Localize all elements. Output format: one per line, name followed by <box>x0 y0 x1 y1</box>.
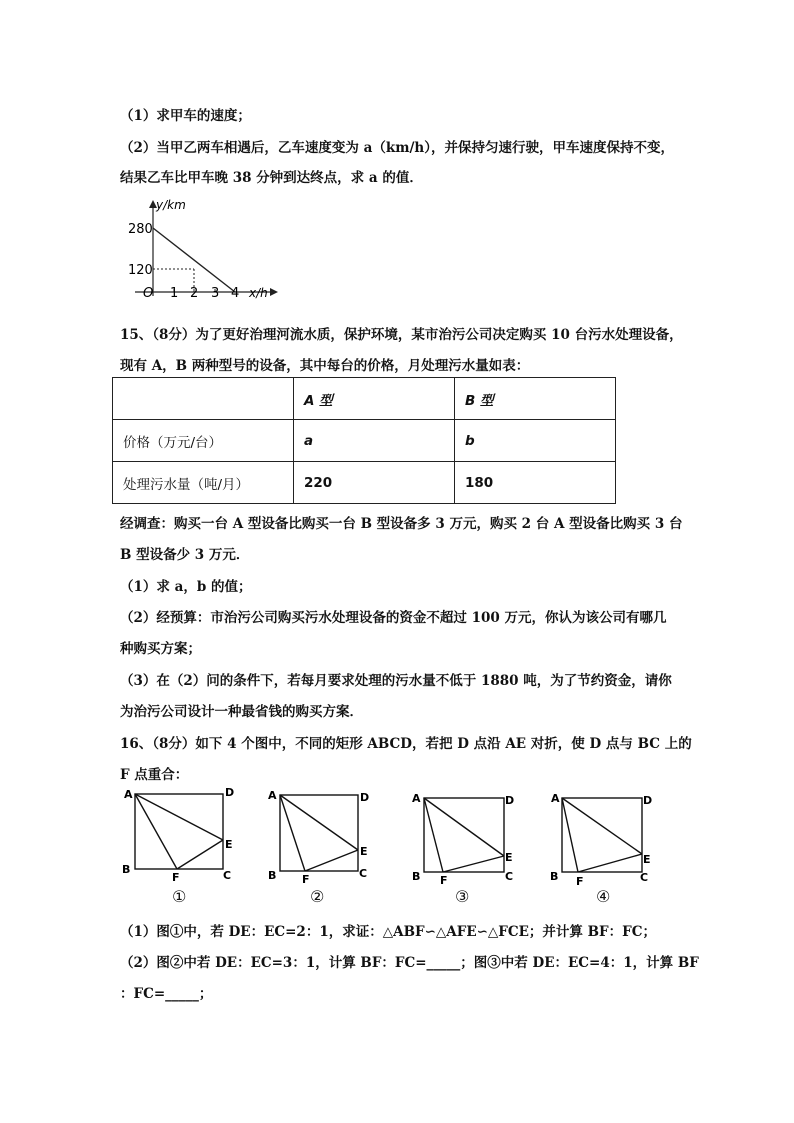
vertex-label: C <box>640 871 649 884</box>
q15-intro-line2: 现有 A，B 两种型号的设备，其中每台的价格，月处理污水量如表： <box>120 358 530 374</box>
table-cell: 220 <box>294 462 455 504</box>
q16-part2-line1: （2）图②中若 DE：EC=3：1，计算 BF：FC=_____；图③中若 DE：EC=4：1，计算 BF <box>120 955 699 971</box>
q15-survey-line2: B 型设备少 3 万元． <box>120 547 250 563</box>
table-header-cell <box>113 378 294 420</box>
q15-part2-line2: 种购买方案； <box>120 641 201 657</box>
q16-intro-line2: F 点重合： <box>120 767 189 783</box>
figure-caption-1: ① <box>172 887 187 906</box>
vertex-label: E <box>360 845 368 858</box>
y-tick-120: 120 <box>128 263 153 278</box>
vertex-label: C <box>505 870 514 883</box>
rectangle-figure-2 <box>264 787 384 886</box>
vertex-label: E <box>643 853 651 866</box>
vertex-label: A <box>412 792 421 805</box>
vertex-label: D <box>505 794 515 807</box>
vertex-label: D <box>643 794 653 807</box>
rectangle-figure-1 <box>118 785 248 884</box>
q16-part2-line2: ：FC=_____； <box>120 986 213 1002</box>
q15-part1: （1）求 a，b 的值； <box>120 579 252 595</box>
vertex-label: F <box>302 873 310 886</box>
y-axis-label: y/km <box>156 198 186 212</box>
vertex-label: F <box>440 874 448 887</box>
x-tick-3: 3 <box>211 286 220 301</box>
q14-part2-line1: （2）当甲乙两车相遇后，乙车速度变为 a（km/h），并保持匀速行驶，甲车速度保持不变， <box>120 140 674 156</box>
q15-survey-line1: 经调查：购买一台 A 型设备比购买一台 B 型设备多 3 万元，购买 2 台 A 型设备比购买 3 台 <box>120 516 683 532</box>
table-cell: 处理污水量（吨/月） <box>113 462 294 504</box>
x-axis-arrow <box>270 288 278 296</box>
equipment-price-table <box>112 377 616 504</box>
origin-label: O <box>143 286 154 301</box>
vertex-label: E <box>505 851 513 864</box>
table-cell: 180 <box>455 462 616 504</box>
rectangle-figure-3 <box>408 790 528 887</box>
x-tick-2: 2 <box>190 286 199 301</box>
vertex-label: D <box>225 786 235 799</box>
vertex-label: C <box>359 867 368 880</box>
q16-intro-line1: 16、（8分）如下 4 个图中，不同的矩形 ABCD，若把 D 点沿 AE 对折，使 D 点与 BC 上的 <box>120 736 692 752</box>
vertex-label: B <box>412 870 421 883</box>
vertex-label: B <box>550 870 559 883</box>
y-tick-280: 280 <box>128 222 153 237</box>
q14-part2-line2: 结果乙车比甲车晚 38 分钟到达终点，求 a 的值． <box>120 170 423 186</box>
table-header-row <box>113 378 616 420</box>
table-cell: a <box>294 420 455 462</box>
figure-caption-2: ② <box>310 887 325 906</box>
distance-time-graph <box>120 196 280 306</box>
q15-part3-line1: （3）在（2）问的条件下，若每月要求处理的污水量不低于 1880 吨，为了节约资金，请你 <box>120 673 672 689</box>
q15-intro-line1: 15、（8分）为了更好治理河流水质，保护环境，某市治污公司决定购买 10 台污水处理设备， <box>120 327 683 343</box>
vertex-label: A <box>551 792 560 805</box>
x-tick-1: 1 <box>170 286 179 301</box>
vertex-label: F <box>172 871 180 884</box>
q16-part1: （1）图①中，若 DE：EC=2：1，求证：△ABF∽△AFE∽△FCE；并计算 BF：FC； <box>120 924 656 940</box>
vertex-label: F <box>576 875 584 888</box>
table-row <box>113 462 616 504</box>
vertex-label: A <box>268 789 277 802</box>
figure-caption-3: ③ <box>455 887 470 906</box>
q15-part2-line1: （2）经预算：市治污公司购买污水处理设备的资金不超过 100 万元，你认为该公司有哪几 <box>120 610 667 626</box>
vertex-label: D <box>360 791 370 804</box>
rectangle-figure-4 <box>548 790 668 888</box>
table-row <box>113 420 616 462</box>
table-cell: 价格（万元/台） <box>113 420 294 462</box>
vertex-label: E <box>225 838 233 851</box>
table-cell: b <box>455 420 616 462</box>
figure-caption-4: ④ <box>596 887 611 906</box>
q15-part3-line2: 为治污公司设计一种最省钱的购买方案． <box>120 704 363 720</box>
vertex-label: A <box>124 788 133 801</box>
vertex-label: C <box>223 869 232 882</box>
vertex-label: B <box>268 869 277 882</box>
table-header-cell: A 型 <box>294 378 455 420</box>
table-header-cell: B 型 <box>455 378 616 420</box>
x-tick-4: 4 <box>231 286 240 301</box>
vertex-label: B <box>122 863 131 876</box>
x-axis-label: x/h <box>249 286 268 300</box>
q14-part1: （1）求甲车的速度； <box>120 108 251 124</box>
